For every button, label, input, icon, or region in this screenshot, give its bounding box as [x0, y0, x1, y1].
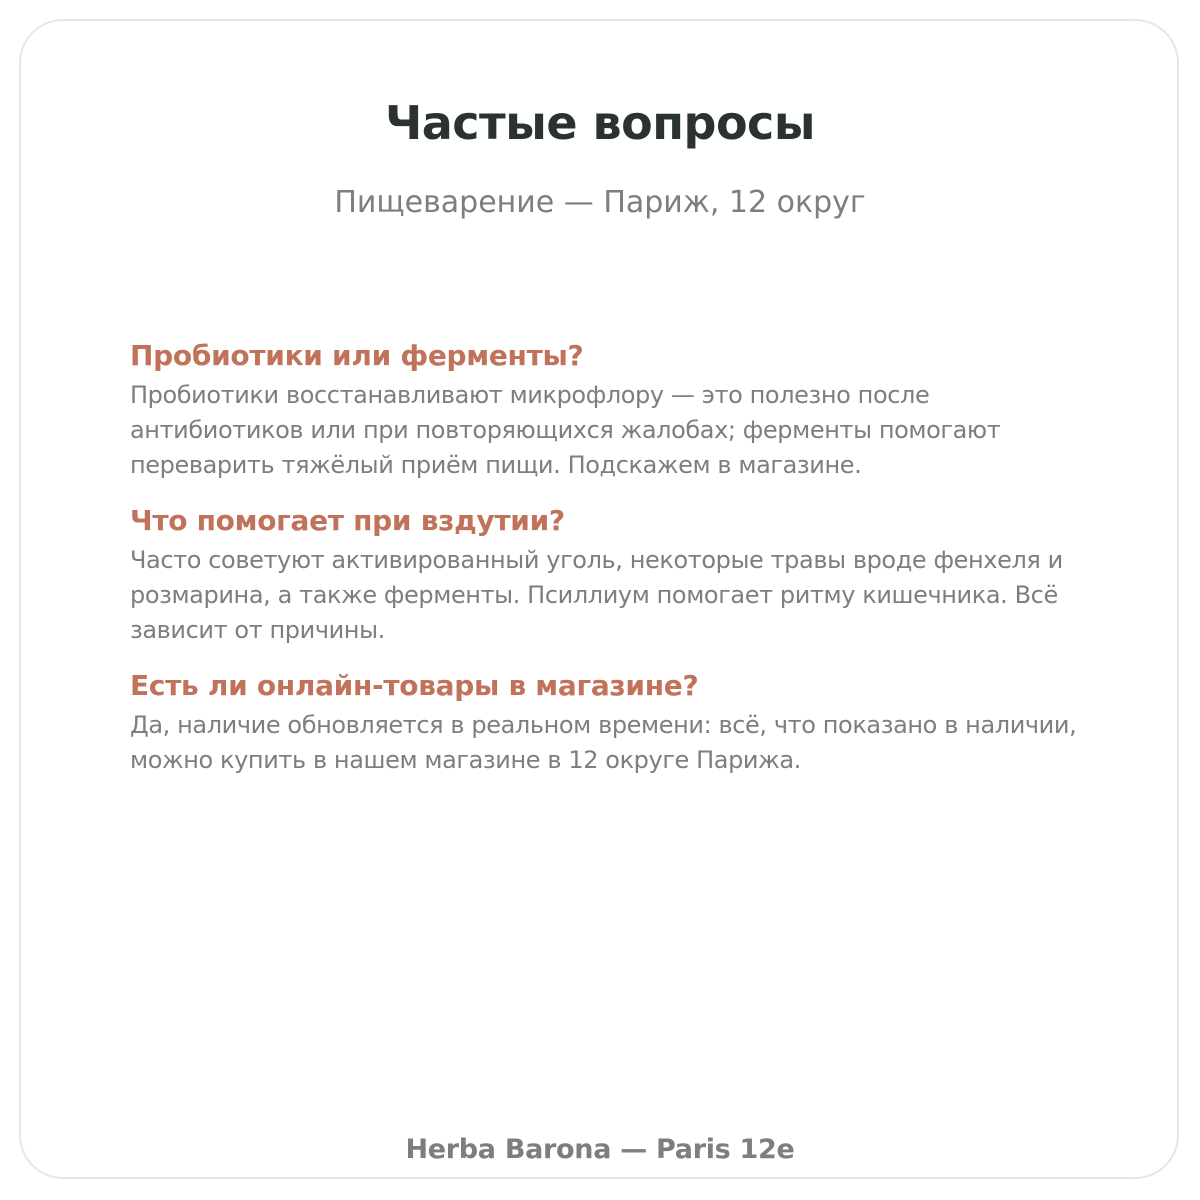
page-subtitle: Пищеварение — Париж, 12 округ — [334, 185, 866, 220]
faq-item — [130, 338, 1090, 483]
faq-list — [130, 338, 1090, 798]
page-title: Частые вопросы — [385, 96, 815, 150]
faq-answer: Пробиотики восстанавливают микрофлору — это полезно после антибиотиков или при повторяющихся жалобах; ферменты помогают переварить тяжёлый приём пищи. Подскажем в магазине. — [130, 381, 1001, 479]
footer-brand: Herba Barona — Paris 12e — [405, 1134, 795, 1165]
faq-answer: Да, наличие обновляется в реальном времени: всё, что показано в наличии, можно купить в нашем магазине в 12 округе Парижа. — [130, 711, 1077, 774]
faq-question: Пробиотики или ферменты? — [130, 339, 584, 372]
faq-answer: Часто советуют активированный уголь, некоторые травы вроде фенхеля и розмарина, а также ферменты. Псиллиум помогает ритму кишечника. Всё зависит от причины. — [130, 546, 1063, 644]
faq-item — [130, 668, 1090, 778]
faq-question: Есть ли онлайн-товары в магазине? — [130, 669, 699, 702]
faq-item — [130, 503, 1090, 648]
faq-question: Что помогает при вздутии? — [130, 504, 565, 537]
